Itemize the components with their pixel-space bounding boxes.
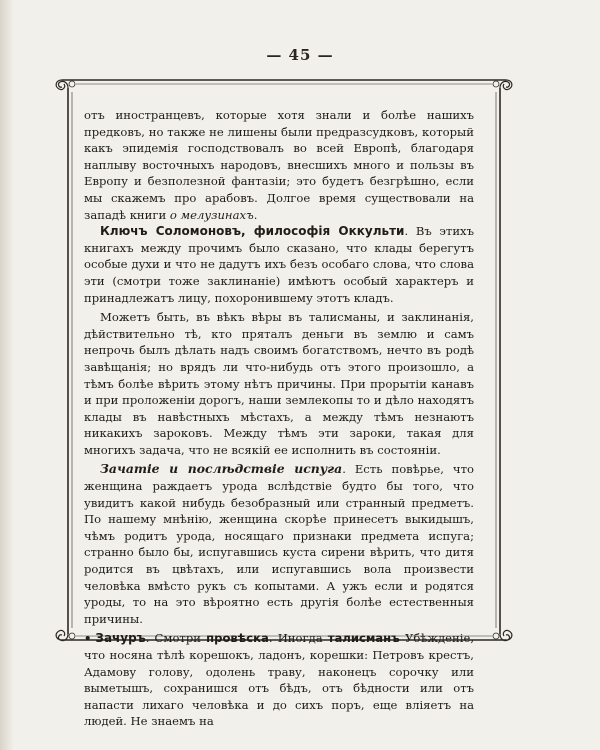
- paragraph-2: [84, 223, 474, 306]
- paragraph-4: [84, 461, 474, 627]
- entry-heading-klyuch: Ключъ Соломоновъ, философія Оккульти: [100, 224, 405, 239]
- entry-heading-zachatie: Зачатіе и послѣдствіе испуга: [100, 461, 343, 477]
- paragraph-5-text-c: Убѣжденіе, что носяна тѣлѣ корешокъ, ладонъ, корешки: Петровъ крестъ, Адамову голову, одолень траву, наконецъ сорочку или выметышъ, сохранишся отъ бѣдъ, отъ бѣдности или отъ напасти лихаго человѣка и до сихъ поръ, еще вліяетъ на людей. Не знаемъ на: [84, 631, 475, 729]
- paragraph-1-italic: о мелузинахъ: [169, 207, 254, 222]
- paragraph-1-end: .: [253, 207, 258, 222]
- paragraph-5-text-b: . Иногда: [268, 631, 328, 646]
- page-number: — 45 —: [266, 46, 334, 64]
- body-text: [84, 107, 474, 730]
- cross-ref-talisman: талисманъ: [327, 631, 400, 646]
- cross-ref-proveska: провѣска: [206, 631, 269, 646]
- paragraph-3-text: Можетъ быть, въ вѣкъ вѣры въ талисманы, и заклинанія, дѣйствительно тѣ, кто пряталъ деньги въ землю и самъ непрочь былъ дѣлать надъ своимъ богатствомъ, нечто въ родѣ завѣщанія; но врядъ ли что-нибудь отъ этого произошло, а тѣмъ болѣе вѣрить этому нѣтъ причины. При прорытіи канавъ и при проложеніи дорогъ, наши землекопы то и дѣло находятъ клады въ навѣстныхъ мѣстахъ, а между тѣмъ незнаютъ никакихъ зароковъ. Между тѣмъ эти зароки, такая для многихъ задача, что не всякій ее исполнить въ состояніи.: [84, 310, 474, 457]
- paragraph-3: [84, 309, 474, 458]
- paragraph-5-text-a: . Смотри: [145, 631, 207, 646]
- paragraph-2-text: . Въ этихъ книгахъ между прочимъ было сказано, что клады берегутъ особые духи и что не дадутъ ихъ безъ особаго слова, что слова эти (смотри тоже заклинаніе) имѣютъ особый характеръ и принадлежатъ лицу, похоронившему этотъ кладъ.: [84, 224, 474, 305]
- paragraph-1-text: отъ иностранцевъ, которые хотя знали и болѣе нашихъ предковъ, но также не лишены были предразсудковъ, который какъ эпидемія господствовалъ во всей Европѣ, благодаря наплыву восточныхъ народовъ, внесшихъ много и пользы въ Европу и безполезной фантазіи; это будетъ безгрѣшно, если мы скажемъ про арабовъ. Долгое время существовали на западѣ книги: [84, 108, 474, 222]
- paragraph-1: [84, 107, 474, 223]
- entry-heading-zachur: Зачуръ: [95, 631, 146, 646]
- paragraph-5: [84, 630, 474, 730]
- bullet-mark: •: [84, 631, 92, 646]
- paragraph-4-text: . Есть повѣрье, что женщина раждаетъ урода вслѣдствіе будто бы того, что увидитъ какой нибудь безобразный или странный предметъ. По нашему мнѣнію, женщина скорѣе принесетъ выкидышъ, чѣмъ родитъ урода, носящаго признаки предмета испуга; странно было бы, испугавшись куста сирени вѣрить, что дитя родится въ цвѣтахъ, или испугавшись вола произвести человѣка вмѣсто рукъ съ копытами. А ужъ если и родятся уроды, то на это вѣроятно есть другія болѣе естественныя причины.: [84, 462, 474, 626]
